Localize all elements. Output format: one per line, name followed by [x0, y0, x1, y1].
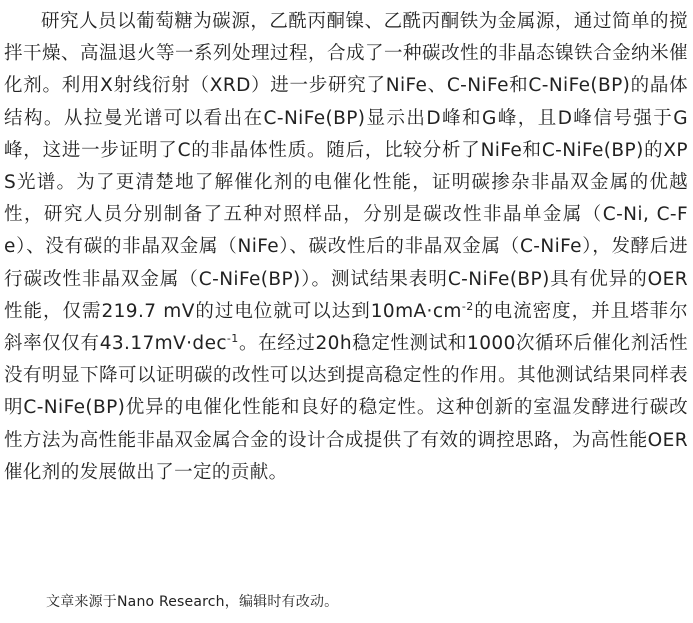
source-note: 文章来源于Nano Research，编辑时有改动。 — [46, 594, 339, 610]
superscript-unit-1: -2 — [461, 299, 474, 313]
article-paragraph — [4, 6, 688, 489]
superscript-unit-2: -1 — [226, 331, 239, 345]
paragraph-text-part-3: 。在经过20h稳定性测试和1000次循环后催化剂活性没有明显下降可以证明碳的改性可以达到提高稳定性的作用。其他测试结果同样表明C-NiFe(BP)优异的电催化性能和良好的稳定性。这种创新的室温发酵进行碳改性方法为高性能非晶双金属合金的设计合成提供了有效的调控思路，为高性能OER催化剂的发展做出了一定的贡献。 — [4, 333, 688, 483]
paragraph-text-part-1: 研究人员以葡萄糖为碳源，乙酰丙酮镍、乙酰丙酮铁为金属源，通过简单的搅拌干燥、高温退火等一系列处理过程，合成了一种碳改性的非晶态镍铁合金纳米催化剂。利用X射线衍射（XRD）进一步研究了NiFe、C-NiFe和C-NiFe(BP)的晶体结构。从拉曼光谱可以看出在C-NiFe(BP)显示出D峰和G峰，且D峰信号强于G峰，这进一步证明了C的非晶体性质。随后，比较分析了NiFe和C-NiFe(BP)的XPS光谱。为了更清楚地了解催化剂的电催化性能，证明碳掺杂非晶双金属的优越性，研究人员分别制备了五种对照样品，分别是碳改性非晶单金属（C-Ni, C-Fe）、没有碳的非晶双金属（NiFe）、碳改性后的非晶双金属（C-NiFe），发酵后进行碳改性非晶双金属（C-NiFe(BP)）。测试结果表明C-NiFe(BP)具有优异的OER性能，仅需219.7 mV的过电位就可以达到10mA·cm — [4, 11, 688, 322]
article-body — [4, 6, 688, 489]
paragraph-text-part-2: 的电流密度，并且塔菲尔斜率仅仅有43.17mV·dec — [4, 300, 688, 355]
